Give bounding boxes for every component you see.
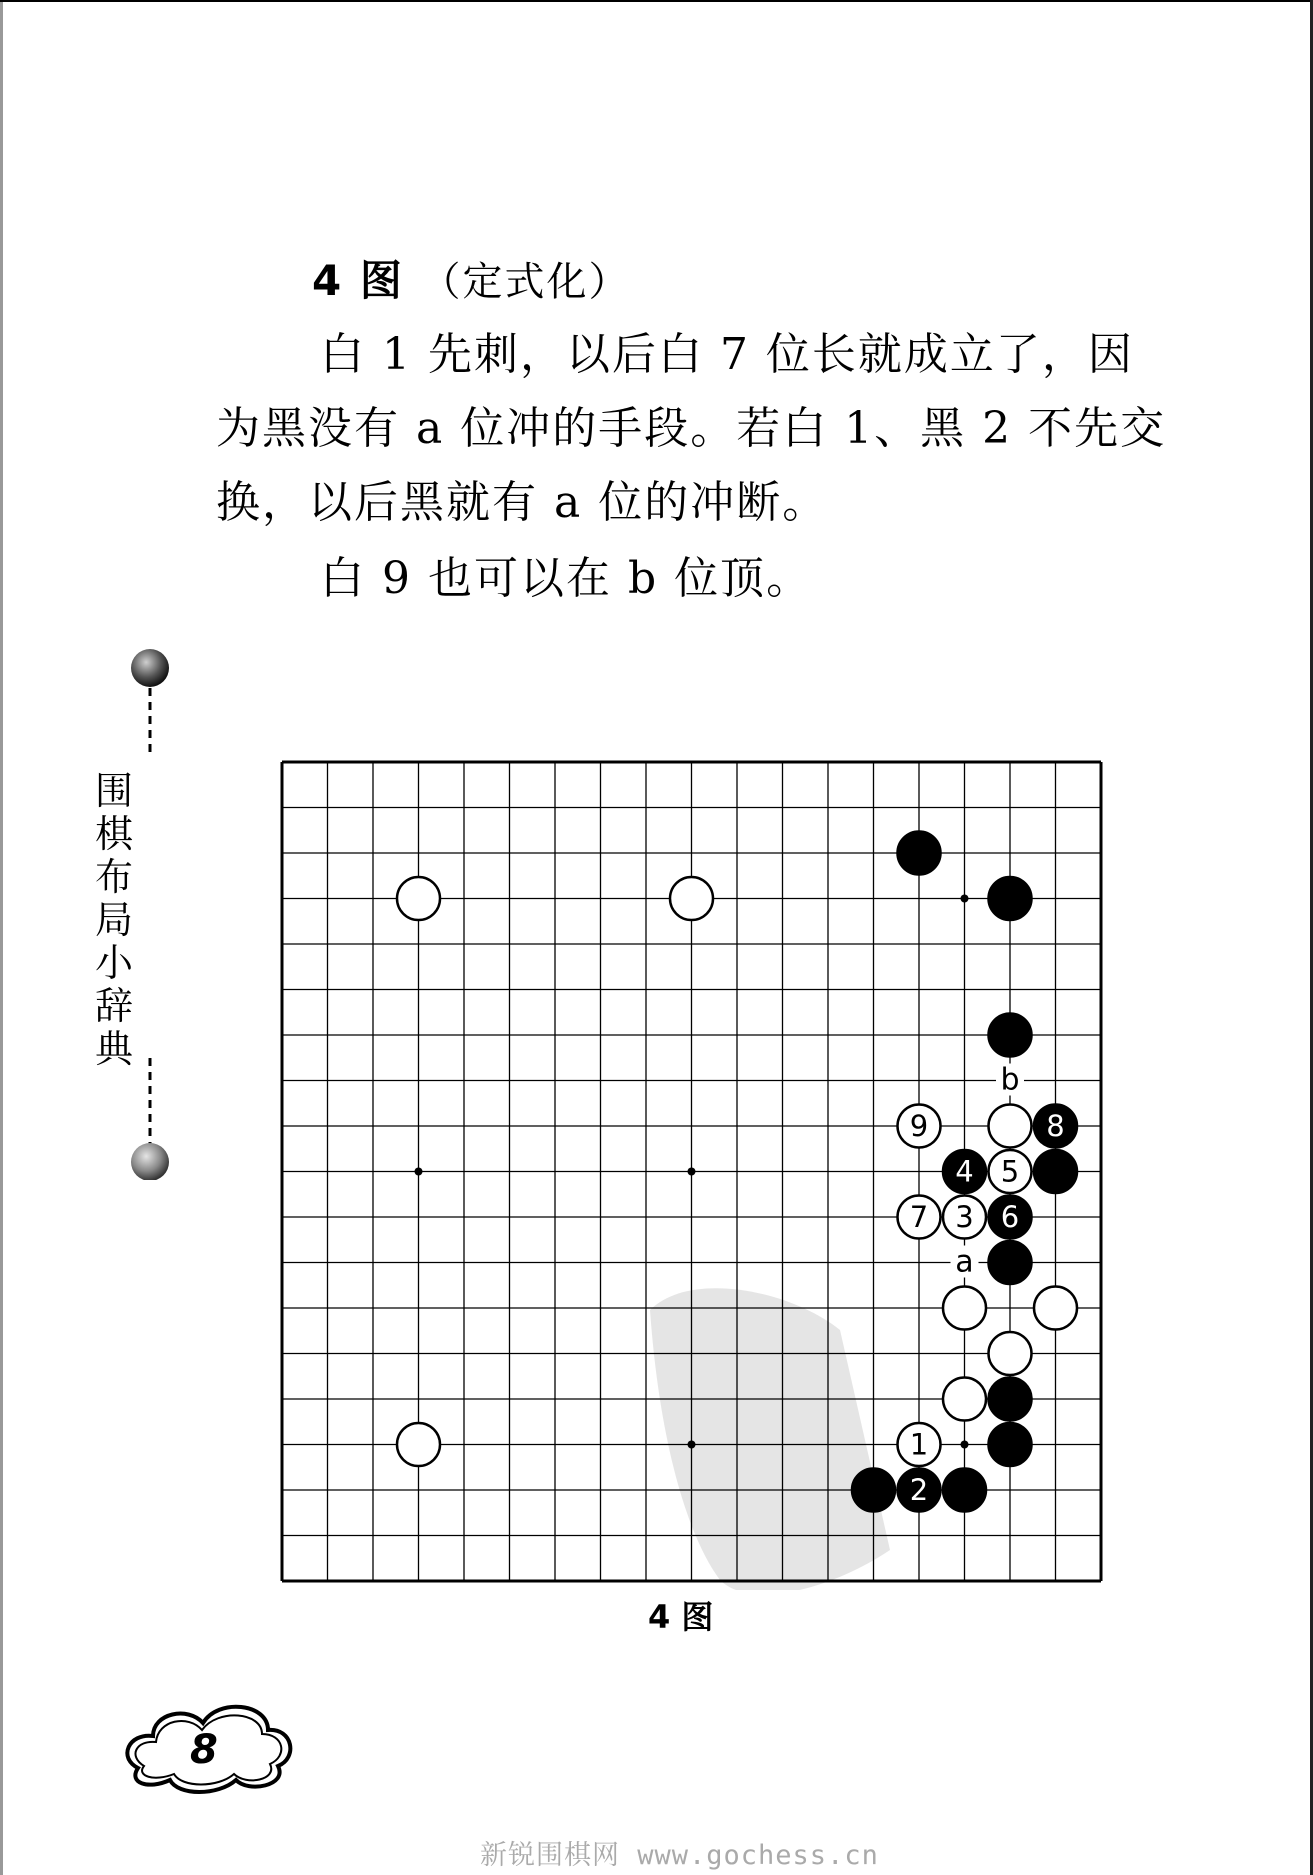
stone-disc <box>989 877 1032 920</box>
move-number: 8 <box>1046 1109 1065 1143</box>
white-stone <box>670 877 713 920</box>
white-stone <box>943 1287 986 1330</box>
stone-disc <box>898 832 941 875</box>
white-stone <box>943 1196 986 1239</box>
move-number: 3 <box>955 1200 974 1234</box>
position-marker: b <box>1000 1062 1020 1098</box>
black-stone <box>989 1423 1032 1466</box>
white-stone <box>989 1150 1032 1193</box>
stone-disc <box>943 1469 986 1512</box>
stone-disc <box>943 1378 986 1421</box>
black-stone <box>989 1241 1032 1284</box>
black-stone <box>898 832 941 875</box>
stone-disc <box>989 1105 1032 1148</box>
stone-disc <box>397 1423 440 1466</box>
black-stone <box>989 877 1032 920</box>
black-stone <box>989 1014 1032 1057</box>
black-stone <box>1034 1150 1077 1193</box>
heading-number: 4 图 <box>312 256 404 305</box>
move-number: 5 <box>1000 1154 1020 1189</box>
side-title-char: 围 <box>94 769 133 813</box>
black-stone <box>852 1469 895 1512</box>
heading-subtitle: （定式化） <box>420 259 631 305</box>
white-stone <box>397 1423 440 1466</box>
page-frame-top <box>0 0 1313 2</box>
black-stone <box>989 1196 1032 1239</box>
stone-disc <box>989 1241 1032 1284</box>
position-marker: a <box>955 1244 974 1280</box>
stone-disc <box>989 1423 1032 1466</box>
star-point <box>961 1441 969 1449</box>
black-stone <box>989 1378 1032 1421</box>
stone-disc <box>989 1332 1032 1375</box>
white-stone <box>943 1378 986 1421</box>
side-title-char: 辞 <box>94 984 133 1028</box>
white-stone <box>898 1423 941 1466</box>
star-point <box>415 1168 423 1176</box>
top-ball-icon <box>131 649 169 687</box>
move-number: 9 <box>909 1109 929 1143</box>
stone-disc <box>989 1378 1032 1421</box>
white-stone <box>1034 1287 1077 1330</box>
side-title-char: 典 <box>94 1027 133 1071</box>
go-board-diagram <box>270 750 1130 1590</box>
move-number: 2 <box>909 1473 929 1507</box>
paragraph-2: 白 9 也可以在 b 位顶。 <box>320 553 813 604</box>
black-stone <box>943 1469 986 1512</box>
paragraph-1: 白 1 先刺，以后白 7 位长就成立了，因为黑没有 a 位冲的手段。若白 1、黑 2 不先交换，以后黑就有 a 位的冲断。 <box>216 329 1167 528</box>
figure-heading <box>312 248 630 308</box>
side-title-char: 小 <box>94 941 133 985</box>
bottom-ball-icon <box>131 1143 169 1180</box>
watermark-seal <box>650 1288 890 1590</box>
stone-disc <box>852 1469 895 1512</box>
white-stone <box>989 1332 1032 1375</box>
footer-watermark-text: 新锐围棋网 www.gochess.cn <box>480 1840 879 1871</box>
figure-caption: 4 图 <box>648 1598 714 1636</box>
black-stone <box>943 1150 986 1193</box>
stone-disc <box>1034 1287 1077 1330</box>
move-number: 7 <box>909 1200 929 1234</box>
white-stone <box>397 877 440 920</box>
move-number: 4 <box>955 1154 974 1189</box>
move-number: 1 <box>909 1427 929 1462</box>
white-stone <box>898 1196 941 1239</box>
side-title-char: 棋 <box>94 812 133 856</box>
page-number: 8 <box>190 1727 218 1773</box>
star-point <box>688 1441 696 1449</box>
stone-disc <box>989 1014 1032 1057</box>
move-number: 6 <box>1000 1200 1020 1234</box>
black-stone <box>1034 1105 1077 1148</box>
stone-disc <box>397 877 440 920</box>
book-title-vertical <box>94 770 134 1071</box>
stone-disc <box>943 1287 986 1330</box>
stone-disc <box>1034 1150 1077 1193</box>
white-stone <box>989 1105 1032 1148</box>
white-stone <box>898 1105 941 1148</box>
star-point <box>688 1168 696 1176</box>
side-title-char: 局 <box>94 898 133 942</box>
stone-disc <box>670 877 713 920</box>
black-stone <box>898 1469 941 1512</box>
side-title-char: 布 <box>94 855 133 899</box>
star-point <box>961 895 969 903</box>
